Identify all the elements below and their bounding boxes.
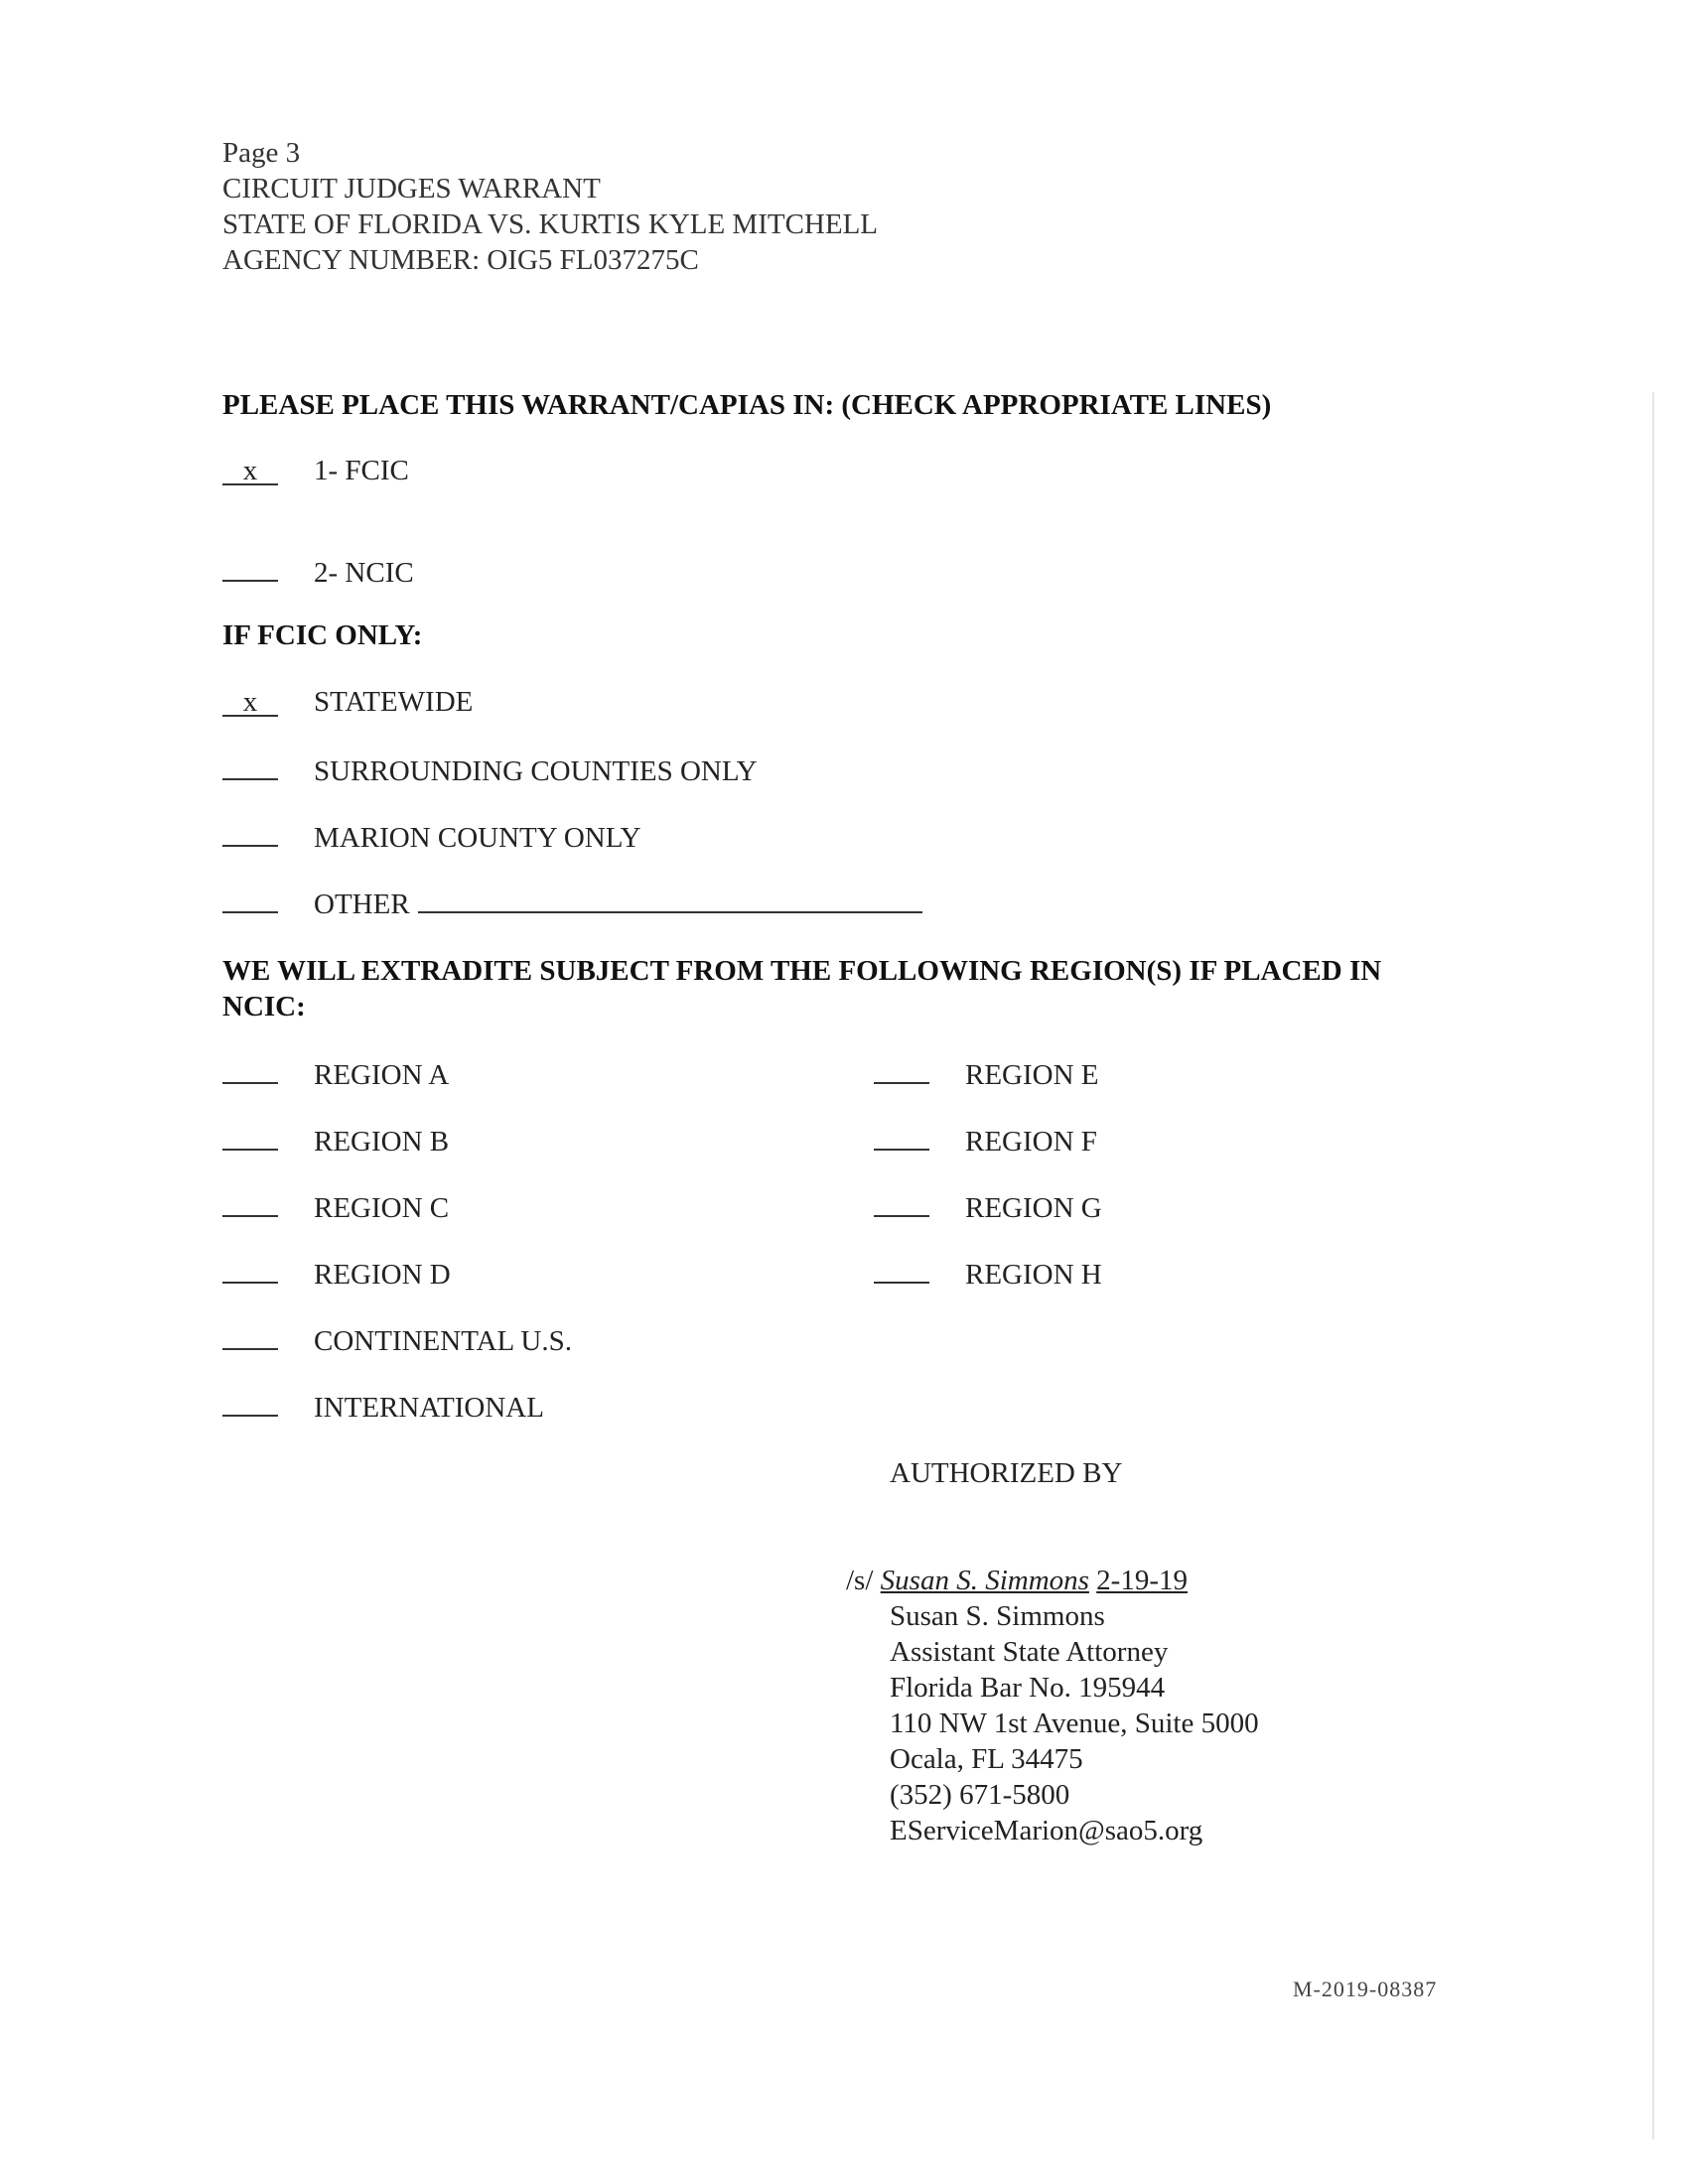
option-label: REGION D (314, 1259, 451, 1291)
check-line[interactable]: x (222, 456, 278, 485)
authorized-by-label: AUTHORIZED BY (890, 1457, 1123, 1489)
region-continental-us (222, 1320, 572, 1359)
check-line[interactable]: x (222, 687, 278, 717)
check-line[interactable] (222, 751, 278, 780)
check-line[interactable] (222, 884, 278, 913)
other-fill-line[interactable] (418, 887, 922, 913)
signature-date: 2-19-19 (1096, 1565, 1188, 1596)
check-line[interactable] (874, 1121, 929, 1151)
option-label: 2- NCIC (314, 557, 414, 589)
check-line[interactable] (874, 1187, 929, 1217)
option-ncic (222, 552, 414, 591)
placement-heading: PLEASE PLACE THIS WARRANT/CAPIAS IN: (CHECK APPROPRIATE LINES) (222, 389, 1272, 421)
signer-name: Susan S. Simmons (890, 1600, 1105, 1632)
option-label: SURROUNDING COUNTIES ONLY (314, 755, 758, 787)
option-label: INTERNATIONAL (314, 1392, 544, 1424)
option-label: REGION C (314, 1192, 450, 1224)
email-address: EServiceMarion@sao5.org (890, 1815, 1203, 1846)
check-line[interactable] (222, 817, 278, 847)
region-f (874, 1121, 1097, 1160)
check-line[interactable] (222, 1121, 278, 1151)
region-international (222, 1387, 544, 1426)
signer-title: Assistant State Attorney (890, 1636, 1169, 1668)
region-e (874, 1054, 1099, 1093)
check-line[interactable] (874, 1254, 929, 1284)
option-label: STATEWIDE (314, 686, 474, 718)
option-label: REGION H (965, 1259, 1102, 1291)
check-line[interactable] (874, 1054, 929, 1084)
signature-prefix: /s/ (846, 1565, 874, 1596)
phone-number: (352) 671-5800 (890, 1779, 1070, 1811)
address-line: Ocala, FL 34475 (890, 1743, 1083, 1775)
check-line[interactable] (222, 1320, 278, 1350)
extradite-heading (222, 953, 1381, 1024)
scan-edge-divider (1652, 392, 1654, 2139)
case-caption: STATE OF FLORIDA VS. KURTIS KYLE MITCHELL (222, 208, 879, 240)
region-c (222, 1187, 449, 1226)
option-label: REGION G (965, 1192, 1102, 1224)
signature-line (846, 1563, 1188, 1598)
option-label: OTHER (314, 888, 410, 920)
option-surrounding-counties (222, 751, 758, 789)
option-fcic (222, 453, 409, 488)
option-label: CONTINENTAL U.S. (314, 1325, 572, 1357)
option-marion-county (222, 817, 641, 856)
signature: Susan S. Simmons (880, 1565, 1089, 1596)
fcic-heading: IF FCIC ONLY: (222, 619, 423, 651)
region-a (222, 1054, 449, 1093)
address-line: 110 NW 1st Avenue, Suite 5000 (890, 1707, 1259, 1739)
region-b (222, 1121, 449, 1160)
check-line[interactable] (222, 1254, 278, 1284)
option-label: REGION F (965, 1126, 1097, 1158)
option-label: REGION A (314, 1059, 450, 1091)
extradite-heading-line: WE WILL EXTRADITE SUBJECT FROM THE FOLLOWING REGION(S) IF PLACED IN (222, 955, 1382, 987)
extradite-heading-line: NCIC: (222, 991, 306, 1023)
signature-block (890, 1598, 1259, 1848)
document-number: M-2019-08387 (1293, 1977, 1438, 2001)
bar-number: Florida Bar No. 195944 (890, 1672, 1166, 1704)
region-d (222, 1254, 451, 1293)
option-label: 1- FCIC (314, 455, 409, 486)
document-title: CIRCUIT JUDGES WARRANT (222, 173, 601, 205)
option-label: REGION E (965, 1059, 1099, 1091)
check-line[interactable] (222, 552, 278, 582)
page-header (222, 135, 878, 278)
agency-number: AGENCY NUMBER: OIG5 FL037275C (222, 244, 699, 276)
check-line[interactable] (222, 1187, 278, 1217)
page-number: Page 3 (222, 137, 301, 169)
check-line[interactable] (222, 1387, 278, 1417)
region-h (874, 1254, 1102, 1293)
option-label: MARION COUNTY ONLY (314, 822, 641, 854)
option-statewide (222, 684, 473, 720)
region-g (874, 1187, 1102, 1226)
option-label: REGION B (314, 1126, 450, 1158)
option-other (222, 884, 922, 922)
check-line[interactable] (222, 1054, 278, 1084)
